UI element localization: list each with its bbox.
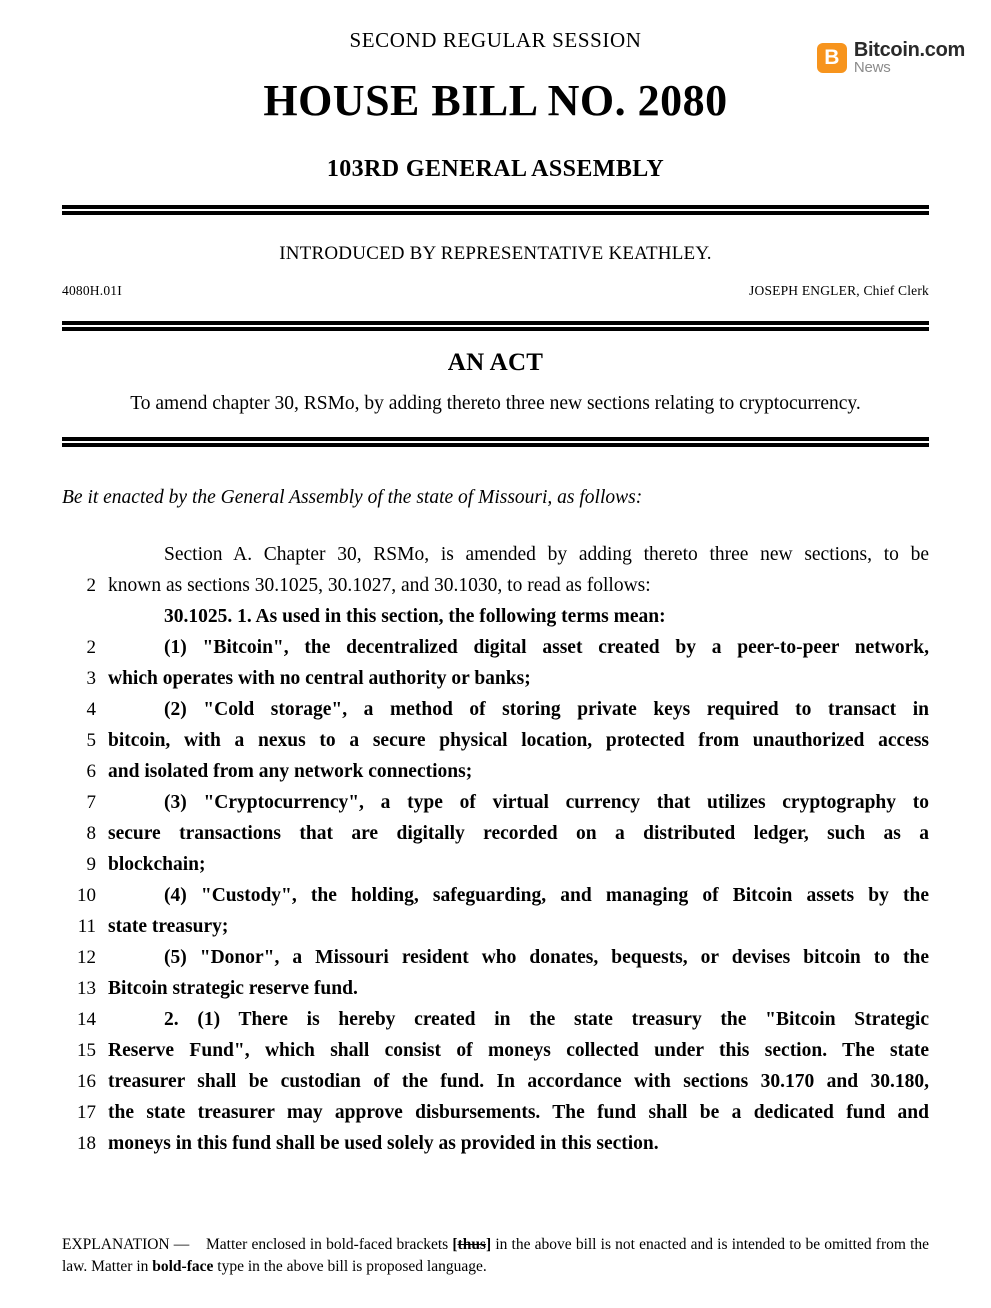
explanation-part-3: type in the above bill is proposed language.: [217, 1258, 487, 1275]
explanation-part-2: in the above bill is not enacted and is intended to be omitted from the law. Matter in: [62, 1236, 930, 1275]
line-number: 12: [77, 947, 96, 968]
line-number: 18: [77, 1133, 96, 1154]
line-text: bitcoin, with a nexus to a secure physical location, protected from unauthorized access: [108, 730, 929, 751]
line-number: 2: [86, 575, 96, 596]
bill-line: [62, 1128, 929, 1159]
assembly-title: 103RD GENERAL ASSEMBLY: [326, 156, 665, 182]
bill-line: [62, 1004, 929, 1035]
bill-line: [62, 849, 929, 880]
line-number: 7: [86, 792, 96, 813]
divider-below-act: [62, 437, 929, 447]
bill-line: [62, 911, 929, 942]
clerk-name: JOSEPH ENGLER,: [749, 283, 860, 298]
bill-line: [62, 663, 929, 694]
line-number: 9: [86, 854, 96, 875]
line-number: 2: [86, 637, 96, 658]
line-text: [108, 601, 929, 632]
line-number: 6: [86, 761, 96, 782]
document-meta-row: [62, 283, 929, 299]
line-text: [108, 1004, 929, 1035]
line-text: state treasury;: [108, 916, 229, 937]
line-text-content: (2) "Cold storage", a method of storing private keys required to transact in: [164, 699, 929, 720]
page-title: HOUSE BILL NO. 2080: [263, 76, 728, 125]
explanation-struck-word: thus: [457, 1236, 486, 1253]
line-text: [108, 694, 929, 725]
bill-line: [62, 942, 929, 973]
divider-top: [62, 205, 929, 215]
line-text: [108, 632, 929, 663]
line-text: blockchain;: [108, 854, 206, 875]
bill-line: [62, 694, 929, 725]
line-text: treasurer shall be custodian of the fund. In accordance with sections 30.170 and 30.180,: [108, 1071, 929, 1092]
bill-document-page: [0, 28, 991, 1308]
bill-line: [62, 787, 929, 818]
line-text: moneys in this fund shall be used solely as provided in this section.: [108, 1133, 659, 1154]
line-text: and isolated from any network connections;: [108, 761, 473, 782]
line-text: secure transactions that are digitally recorded on a distributed ledger, such as a: [108, 823, 929, 844]
bill-line: [62, 570, 929, 601]
clerk-title: Chief Clerk: [863, 283, 929, 298]
bill-line: [62, 1097, 929, 1128]
bill-line: [62, 1066, 929, 1097]
bill-line: [62, 539, 929, 570]
line-text-content: 30.1025. 1. As used in this section, the following terms mean:: [164, 606, 666, 627]
bitcoin-com-news-logo: [817, 40, 965, 75]
line-number: 3: [86, 668, 96, 689]
line-number: 8: [86, 823, 96, 844]
bill-line: [62, 632, 929, 663]
line-text: the state treasurer may approve disbursements. The fund shall be a dedicated fund and: [108, 1102, 929, 1123]
bill-body: [62, 539, 929, 1159]
logo-wordmark: [854, 40, 965, 75]
explanation-bracket-close: ]: [485, 1236, 492, 1253]
explanation-bracket-open: [: [452, 1236, 458, 1253]
logo-line-1: Bitcoin.com: [853, 39, 965, 61]
line-number: 11: [77, 916, 96, 937]
bill-line: [62, 756, 929, 787]
line-text-content: (4) "Custody", the holding, safeguarding, and managing of Bitcoin assets by the: [164, 885, 929, 906]
line-text-content: (3) "Cryptocurrency", a type of virtual currency that utilizes cryptography to: [164, 792, 929, 813]
divider-middle: [62, 321, 929, 331]
bill-line: [62, 973, 929, 1004]
document-code: 4080H.01I: [62, 283, 122, 298]
line-number: 13: [77, 978, 96, 999]
explanation-footer: [62, 1234, 929, 1278]
line-text: [108, 880, 929, 911]
enacting-clause: Be it enacted by the General Assembly of the state of Missouri, as follows:: [62, 487, 643, 508]
line-text: which operates with no central authority or banks;: [108, 668, 531, 689]
act-title: AN ACT: [447, 349, 544, 376]
explanation-label: EXPLANATION —: [62, 1236, 190, 1253]
chief-clerk: [749, 283, 929, 299]
bill-line: [62, 1035, 929, 1066]
line-number: 5: [86, 730, 96, 751]
line-text-content: (5) "Donor", a Missouri resident who donates, bequests, or devises bitcoin to the: [164, 947, 929, 968]
explanation-boldface-word: bold-face: [152, 1258, 214, 1275]
line-number: 4: [86, 699, 96, 720]
line-number: 14: [77, 1009, 96, 1030]
document-content: [0, 28, 991, 1159]
line-number: 17: [77, 1102, 96, 1123]
bill-line: [62, 725, 929, 756]
line-text-content: 2. (1) There is hereby created in the state treasury the "Bitcoin Strategic: [164, 1009, 929, 1030]
line-text: known as sections 30.1025, 30.1027, and 30.1030, to read as follows:: [108, 575, 651, 596]
line-text: [108, 787, 929, 818]
line-text: Reserve Fund", which shall consist of moneys collected under this section. The state: [108, 1040, 929, 1061]
bill-line: [62, 818, 929, 849]
line-number: 16: [77, 1071, 96, 1092]
line-number: 10: [77, 885, 96, 906]
logo-line-2: News: [853, 59, 891, 76]
bill-line: [62, 601, 929, 632]
introduced-by: INTRODUCED BY REPRESENTATIVE KEATHLEY.: [279, 243, 712, 264]
explanation-part-1: Matter enclosed in bold-faced brackets: [206, 1236, 449, 1253]
line-text: [108, 942, 929, 973]
line-text: Bitcoin strategic reserve fund.: [108, 978, 358, 999]
bitcoin-logo-icon: B: [817, 43, 847, 73]
act-description: To amend chapter 30, RSMo, by adding thereto three new sections relating to cryptocurrency.: [130, 393, 861, 414]
line-number: 15: [77, 1040, 96, 1061]
line-text-content: (1) "Bitcoin", the decentralized digital asset created by a peer-to-peer network,: [164, 637, 929, 658]
session-title: SECOND REGULAR SESSION: [349, 28, 642, 52]
line-text: [108, 539, 929, 570]
line-text-content: Section A. Chapter 30, RSMo, is amended by adding thereto three new sections, to be: [164, 544, 929, 565]
bill-line: [62, 880, 929, 911]
